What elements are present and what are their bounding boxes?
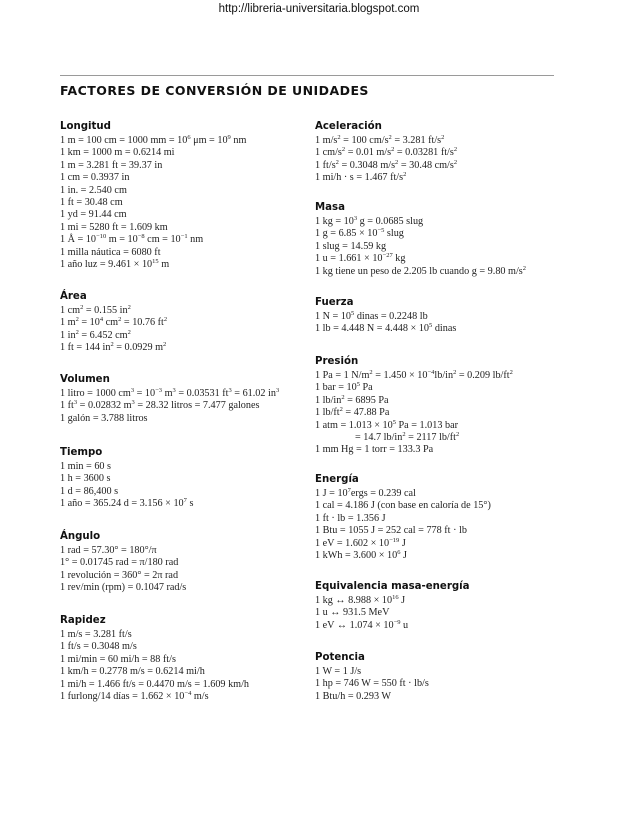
conversion-line: 1 $J = 10^7ergs = 0.239$ cal <box>315 487 416 499</box>
conversion-line: 1 cm = 0.3937 in <box>60 172 130 184</box>
conversion-line: 1 yd = 91.44 cm <box>60 209 127 221</box>
section-heading: Longitud <box>60 121 111 132</box>
conversion-line: 1 bar = $10^5$ Pa <box>315 381 373 394</box>
section-heading: Equivalencia masa-energía <box>315 581 470 592</box>
conversion-line: 1 kg tiene un peso de 2.205 lb cuando g = 9.80 $m/s^2$ <box>315 264 527 277</box>
section-heading: Potencia <box>315 652 365 663</box>
conversion-line: 1 eV ↔ $1.074 \times 10^{-9}$ u <box>315 618 409 631</box>
conversion-line: 1 in. = 2.540 cm <box>60 184 127 196</box>
conversion-line: 1 rev/min (rpm) = 0.1047 rad/s <box>60 582 187 594</box>
conversion-line: 1 m/s = 3.281 ft/s <box>60 629 132 640</box>
section-heading: Tiempo <box>60 447 103 458</box>
left-section-tiempo <box>60 446 193 511</box>
conversion-line: 1 kg ↔ $8.988 \times 10^{16}$ J <box>315 594 406 606</box>
conversion-line: 1 $m^2 = 10^4$ $cm^2 = 10.76$ $ft^2$ <box>60 316 168 329</box>
conversion-line: 1 W = 1 J/s <box>315 666 362 677</box>
conversion-line: 1 ft = 144 $in^2 = 0.0929$ $m^2$ <box>60 341 167 354</box>
conversion-line: 1 ft/s = 0.3048 m/s <box>60 641 137 653</box>
conversion-line: 1 mi/h = 1.466 ft/s = 0.4470 m/s = 1.609 km/h <box>60 678 250 690</box>
title-divider <box>60 75 554 76</box>
conversion-line: 1 ft = 30.48 cm <box>60 197 123 209</box>
left-section-area <box>60 290 167 355</box>
conversion-line: 1 furlong/14 días = $1.662 \times 10^{-4}$ m/s <box>60 690 209 703</box>
conversion-line: 1 rad = 57.30° = 180°/π <box>60 545 157 556</box>
right-section-presion <box>315 355 513 457</box>
conversion-line: 1 min = 60 s <box>60 461 112 472</box>
conversion-line: 1 hp = 746 W = 550 ft · lb/s <box>315 678 429 690</box>
conversion-line: 1 kWh = $3.600 \times 10^6$ J <box>315 549 407 562</box>
conversion-line: 1 lb = 4.448 $N = 4.448 \times 10^5$ dinas <box>315 322 457 335</box>
section-heading: Rapidez <box>60 615 106 626</box>
conversion-line: 1 $g = 6.85 \times 10^{-5}$ slug <box>315 227 404 240</box>
source-url: http://libreria-universitaria.blogspot.com <box>218 3 420 15</box>
conversion-line: 1 galón = 3.788 litros <box>60 412 148 424</box>
left-section-rapidez <box>60 614 249 703</box>
right-section-aceleracion <box>315 120 457 185</box>
left-section-angulo <box>60 530 186 595</box>
conversion-line: 1 m = 3.281 ft = 39.37 in <box>60 159 163 171</box>
conversion-line: 1 revolución = 360° = 2π rad <box>60 569 179 581</box>
conversion-line: 1 $cm^2 = 0.155$ $in^2$ <box>60 304 131 316</box>
right-section-fuerza <box>315 296 456 336</box>
conversion-line: 1 mm Hg = 1 torr = 133.3 Pa <box>315 444 434 456</box>
conversion-line: 1 $N = 10^5$ dinas = 0.2248 lb <box>315 310 428 322</box>
conversion-line: 1 km/h = 0.2778 m/s = 0.6214 mi/h <box>60 666 205 678</box>
right-section-masa <box>315 201 526 278</box>
section-heading: Presión <box>315 356 359 367</box>
conversion-line: 1 Pa = 1 $N/m^2 = 1.450 \times 10^{-4}lb/in^2 = 0.209$ $lb/ft^2$ <box>315 369 513 381</box>
right-section-potencia <box>315 651 429 703</box>
page-title: FACTORES DE CONVERSIÓN DE UNIDADES <box>60 83 369 98</box>
conversion-line: 1 $ft/s^2 = 0.3048$ $m/s^2 = 30.48$ $cm/s^2$ <box>315 158 458 171</box>
section-heading: Aceleración <box>315 121 382 132</box>
right-section-equivalencia-masa-energia <box>315 580 470 632</box>
left-section-volumen <box>60 373 279 425</box>
conversion-line: 1 h = 3600 s <box>60 473 111 485</box>
conversion-line: 1 Å = $10^{-10}$ $m = 10^{-8}$ cm = $10^{-1}$ nm <box>60 233 204 246</box>
conversion-line: 1 año = 365.24 $d = 3.156 \times 10^7$ s <box>60 497 194 510</box>
conversion-line: 1 d = 86,400 s <box>60 485 119 497</box>
conversion-line: 1 m = 100 cm = 1000 mm = $10^6$ $\mu m = 10^9$ nm <box>60 134 247 146</box>
section-heading: Fuerza <box>315 297 354 308</box>
conversion-line: 1 $lb/in^2 = 6895$ Pa <box>315 393 389 406</box>
right-section-energia <box>315 473 491 562</box>
conversion-line: 1 $lb/ft^2 = 47.88$ Pa <box>315 406 390 419</box>
conversion-line: 1 Btu = 1055 J = 252 cal = 778 ft · lb <box>315 525 467 537</box>
section-heading: Energía <box>315 474 359 485</box>
conversion-line: 1 milla náutica = 6080 ft <box>60 246 161 258</box>
conversion-line: 1 km = 1000 m = 0.6214 mi <box>60 147 175 159</box>
section-heading: Volumen <box>60 374 110 385</box>
conversion-line: 1 atm = $1.013 \times 10^5$ Pa = 1.013 bar <box>315 418 459 431</box>
conversion-line: 1 mi = 5280 ft = 1.609 km <box>60 221 168 233</box>
left-section-longitud <box>60 120 246 271</box>
section-heading: Ángulo <box>60 531 101 542</box>
conversion-line: 1 mi/h · s = 1.467 $ft/s^2$ <box>315 171 407 184</box>
conversion-line: 1 u ↔ 931.5 MeV <box>315 607 390 619</box>
conversion-line: 1 ft · lb = 1.356 J <box>315 512 386 524</box>
conversion-line: = 14.7 $lb/in^2 = 2117$ $lb/ft^2$ <box>355 431 460 444</box>
conversion-line: 1 $cm/s^2 = 0.01$ $m/s^2 = 0.03281$ $ft/s^2$ <box>315 146 458 159</box>
conversion-line: 1 año luz = $9.461 \times 10^{15}$ m <box>60 258 170 271</box>
conversion-line: 1 $in^2 = 6.452$ $cm^2$ <box>60 328 131 341</box>
conversion-line: 1 eV = $1.602 \times 10^{-19}$ J <box>315 536 406 549</box>
conversion-line: 1 mi/min = 60 mi/h = 88 ft/s <box>60 653 176 665</box>
section-heading: Masa <box>315 202 345 213</box>
conversion-line: 1 $ft^3 = 0.02832$ $m^3 = 28.32$ litros = 7.477 galones <box>60 399 260 412</box>
conversion-line: 1 cal = 4.186 J (con base en caloría de 15°) <box>315 500 491 512</box>
conversion-line: 1 $u = 1.661 \times 10^{-27}$ kg <box>315 252 406 265</box>
conversion-line: 1 $m/s^2 = 100$ $cm/s^2 = 3.281$ $ft/s^2$ <box>315 134 445 146</box>
conversion-line: 1 slug = 14.59 kg <box>315 240 387 252</box>
conversion-line: 1 litro = 1000 $cm^3 = 10^{-3}$ $m^3 = 0.03531$ $ft^3 = 61.02$ $in^3$ <box>60 387 280 399</box>
section-heading: Área <box>60 291 87 302</box>
conversion-line: 1 Btu/h = 0.293 W <box>315 690 392 702</box>
conversion-line: 1° = 0.01745 rad = π/180 rad <box>60 557 179 569</box>
conversion-line: 1 kg = $10^3$ g = 0.0685 slug <box>315 215 424 227</box>
